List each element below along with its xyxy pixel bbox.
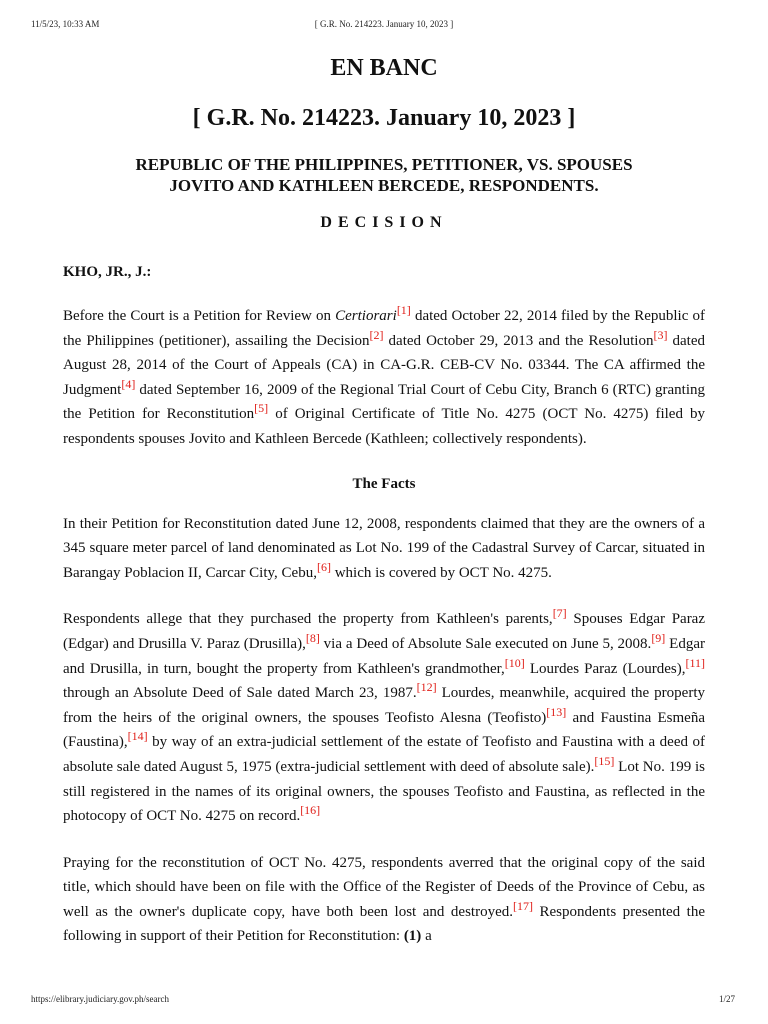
footnote-link-11[interactable]: [11]	[685, 655, 706, 670]
decision-document	[63, 52, 705, 949]
case-parties	[63, 154, 705, 196]
text: dated October 29, 2013 and the Resolution	[383, 332, 654, 349]
text: dated August 28, 2014 of the Court of Appeals (CA) in CA-G.R. CEB-CV No. 03344. The CA affirmed the Judgment	[63, 332, 705, 398]
footnote-link-16[interactable]: [16]	[300, 803, 321, 818]
paragraph-facts-1	[63, 512, 705, 586]
list-item-marker: (1)	[403, 928, 422, 945]
footnote-link-1[interactable]: [1]	[396, 303, 411, 317]
text: Spouses Edgar Paraz (Edgar) and Drusilla V. Paraz (Drusilla),	[63, 611, 706, 652]
text: and Faustina Esmeña (Faustina),	[63, 709, 705, 751]
footnote-link-14[interactable]: [14]	[127, 729, 148, 744]
footnote-link-15[interactable]: [15]	[594, 753, 615, 768]
print-page-title: [ G.R. No. 214223. January 10, 2023 ]	[314, 19, 454, 29]
footnote-link-7[interactable]: [7]	[552, 606, 567, 621]
text: by way of an extra-judicial settlement of the estate of Teofisto and Faustina with a deed of absolute sale dated August 5, 1975 (extra-judicial settlement with deed of absolute sale).	[63, 734, 705, 775]
text: which is covered by OCT No. 4275.	[330, 564, 552, 581]
facts-heading: The Facts	[352, 475, 416, 492]
case-number: [ G.R. No. 214223. January 10, 2023 ]	[192, 105, 576, 131]
footnote-link-2[interactable]: [2]	[369, 327, 384, 342]
footnote-link-6[interactable]: [6]	[316, 559, 331, 574]
page-number: 1/27	[718, 994, 735, 1004]
source-url: https://elibrary.judiciary.gov.ph/search	[31, 994, 169, 1004]
text: Lot No. 199 is still registered in the names of its original owners, the spouses Teofisto and Faustina, as reflected in the photocopy of OCT No. 4275 on record.	[63, 758, 705, 825]
parties-line-2: JOVITO AND KATHLEEN BERCEDE, RESPONDENTS.	[169, 176, 599, 195]
parties-line-1: REPUBLIC OF THE PHILIPPINES, PETITIONER, VS. SPOUSES	[135, 155, 633, 174]
text: Lourdes, meanwhile, acquired the property from the heirs of the original owners, the spouses Teofisto Alesna (Teofisto)	[63, 685, 705, 726]
text: Lourdes Paraz (Lourdes),	[524, 660, 686, 677]
text: via a Deed of Absolute Sale executed on June 5, 2008.	[319, 635, 652, 652]
text: through an Absolute Deed of Sale dated March 23, 1987.	[63, 685, 417, 702]
footnote-link-5[interactable]: [5]	[254, 401, 269, 416]
footnote-link-3[interactable]: [3]	[653, 327, 668, 342]
footnote-link-8[interactable]: [8]	[305, 630, 320, 645]
footnote-link-17[interactable]: [17]	[512, 898, 533, 913]
text: Respondents allege that they purchased the property from Kathleen's parents,	[63, 611, 553, 628]
text: of Original Certificate of Title No. 4275 (OCT No. 4275) filed by respondents spouses Jovito and Kathleen Bercede (Kathleen; collectively respondents).	[63, 406, 706, 447]
text: dated October 22, 2014 filed by the Republic of the Philippines (petitioner), assailing the Decision	[63, 308, 705, 349]
court-division: EN BANC	[330, 55, 438, 81]
footnote-link-10[interactable]: [10]	[504, 655, 525, 670]
paragraph-facts-3	[63, 851, 705, 949]
text: a	[421, 928, 432, 945]
text: dated September 16, 2009 of the Regional Trial Court of Cebu City, Branch 6 (RTC) granting the Petition for Reconstitution	[63, 381, 705, 423]
paragraph-facts-2	[63, 607, 705, 828]
text: Praying for the reconstitution of OCT No. 4275, respondents averred that the original copy of the said title, which should have been on file with the Office of the Register of Deeds of the Province of Cebu, as well as the owner's duplicate copy, have both been lost and destroyed.	[63, 854, 705, 920]
paragraph-intro	[63, 304, 705, 452]
footnote-link-4[interactable]: [4]	[121, 376, 136, 391]
print-datetime: 11/5/23, 10:33 AM	[31, 19, 100, 29]
text: Respondents presented the following in support of their Petition for Reconstitution:	[63, 903, 705, 945]
text: Before the Court is a Petition for Review on	[63, 308, 336, 324]
footnote-link-13[interactable]: [13]	[546, 704, 567, 719]
decision-heading: DECISION	[320, 214, 448, 231]
text: In their Petition for Reconstitution dated June 12, 2008, respondents claimed that they are the owners of a 345 square meter parcel of land denominated as Lot No. 199 of the Cadastral Survey of Carcar, situated in Barangay Poblacion II, Carcar City, Cebu,	[63, 515, 705, 581]
certiorari-term: Certiorari	[335, 308, 397, 324]
text: Edgar and Drusilla, in turn, bought the property from Kathleen's grandmother,	[63, 635, 705, 677]
footnote-link-9[interactable]: [9]	[651, 630, 666, 645]
ponente: KHO, JR., J.:	[63, 264, 152, 280]
footnote-link-12[interactable]: [12]	[416, 680, 437, 695]
